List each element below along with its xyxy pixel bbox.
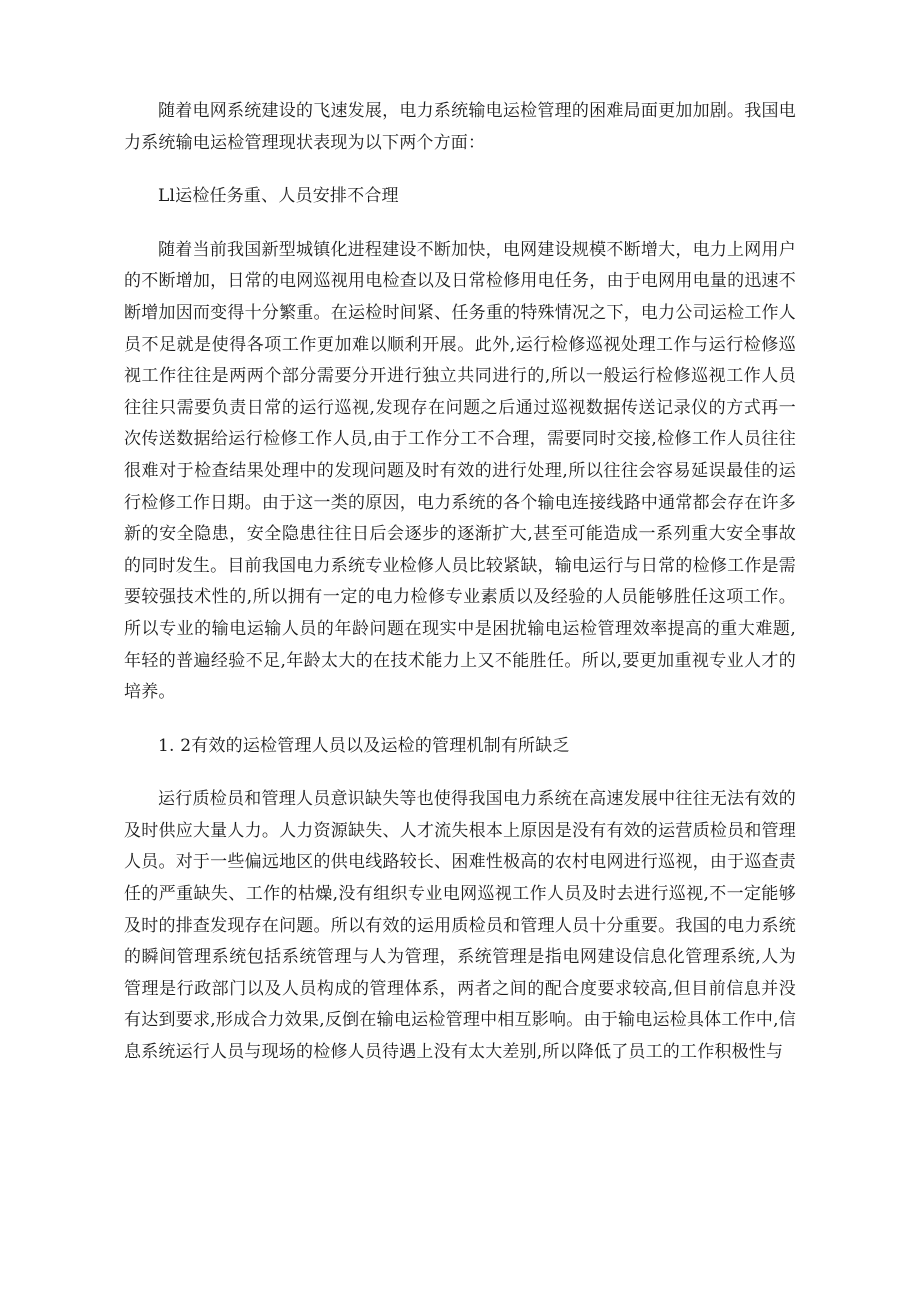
intro-paragraph: 随着电网系统建设的飞速发展，电力系统输电运检管理的困难局面更加加剧。我国电力系统输电运检管理现状表现为以下两个方面： bbox=[124, 101, 796, 153]
section-1-paragraph: 随着当前我国新型城镇化进程建设不断加快，电网建设规模不断增大，电力上网用户的不断增加，日常的电网巡视用电检查以及日常检修用电任务，由于电网用电量的迅速不断增加因而变得十分繁重。在运检时间紧、任务重的特殊情况之下，电力公司运检工作人员不足就是使得各项工作更加难以顺利开展。此外,运行检修巡视处理工作与运行检修巡视工作往往是两两个部分需要分开进行独立共同进行的,所以一般运行检修巡视工作人员往往只需要负责日常的运行巡视,发现存在问题之后通过巡视数据传送记录仪的方式再一次传送数据给运行检修工作人员,由于工作分工不合理，需要同时交接,检修工作人员往往很难对于检查结果处理中的发现问题及时有效的进行处理,所以往往会容易延误最佳的运行检修工作日期。由于这一类的原因，电力系统的各个输电连接线路中通常都会存在许多新的安全隐患，安全隐患往往日后会逐步的逐渐扩大,甚至可能造成一系列重大安全事故的同时发生。目前我国电力系统专业检修人员比较紧缺，输电运行与日常的检修工作是需要较强技术性的,所以拥有一定的电力检修专业素质以及经验的人员能够胜任这项工作。所以专业的输电运输人员的年龄问题在现实中是困扰输电运检管理效率提高的重大难题,年轻的普遍经验不足,年龄太大的在技术能力上又不能胜任。所以,要更加重视专业人才的培养。 bbox=[124, 239, 796, 703]
section-1-heading: Ll运检任务重、人员安排不合理 bbox=[158, 186, 399, 207]
section-2-heading: 1. 2有效的运检管理人员以及运检的管理机制有所缺乏 bbox=[158, 735, 570, 756]
section-2-paragraph: 运行质检员和管理人员意识缺失等也使得我国电力系统在高速发展中往往无法有效的及时供应大量人力。人力资源缺失、人才流失根本上原因是没有有效的运营质检员和管理人员。对于一些偏远地区的供电线路较长、困难性极高的农村电网进行巡视，由于巡查责任的严重缺失、工作的枯燥,没有组织专业电网巡视工作人员及时去进行巡视,不一定能够及时的排查发现存在问题。所以有效的运用质检员和管理人员十分重要。我国的电力系统的瞬间管理系统包括系统管理与人为管理，系统管理是指电网建设信息化管理系统,人为管理是行政部门以及人员构成的管理体系，两者之间的配合度要求较高,但目前信息并没有达到要求,形成合力效果,反倒在输电运检管理中相互影响。由于输电运检具体工作中,信息系统运行人员与现场的检修人员待遇上没有太大差别,所以降低了员工的工作积极性与 bbox=[124, 789, 796, 1063]
document-body bbox=[124, 96, 796, 1069]
